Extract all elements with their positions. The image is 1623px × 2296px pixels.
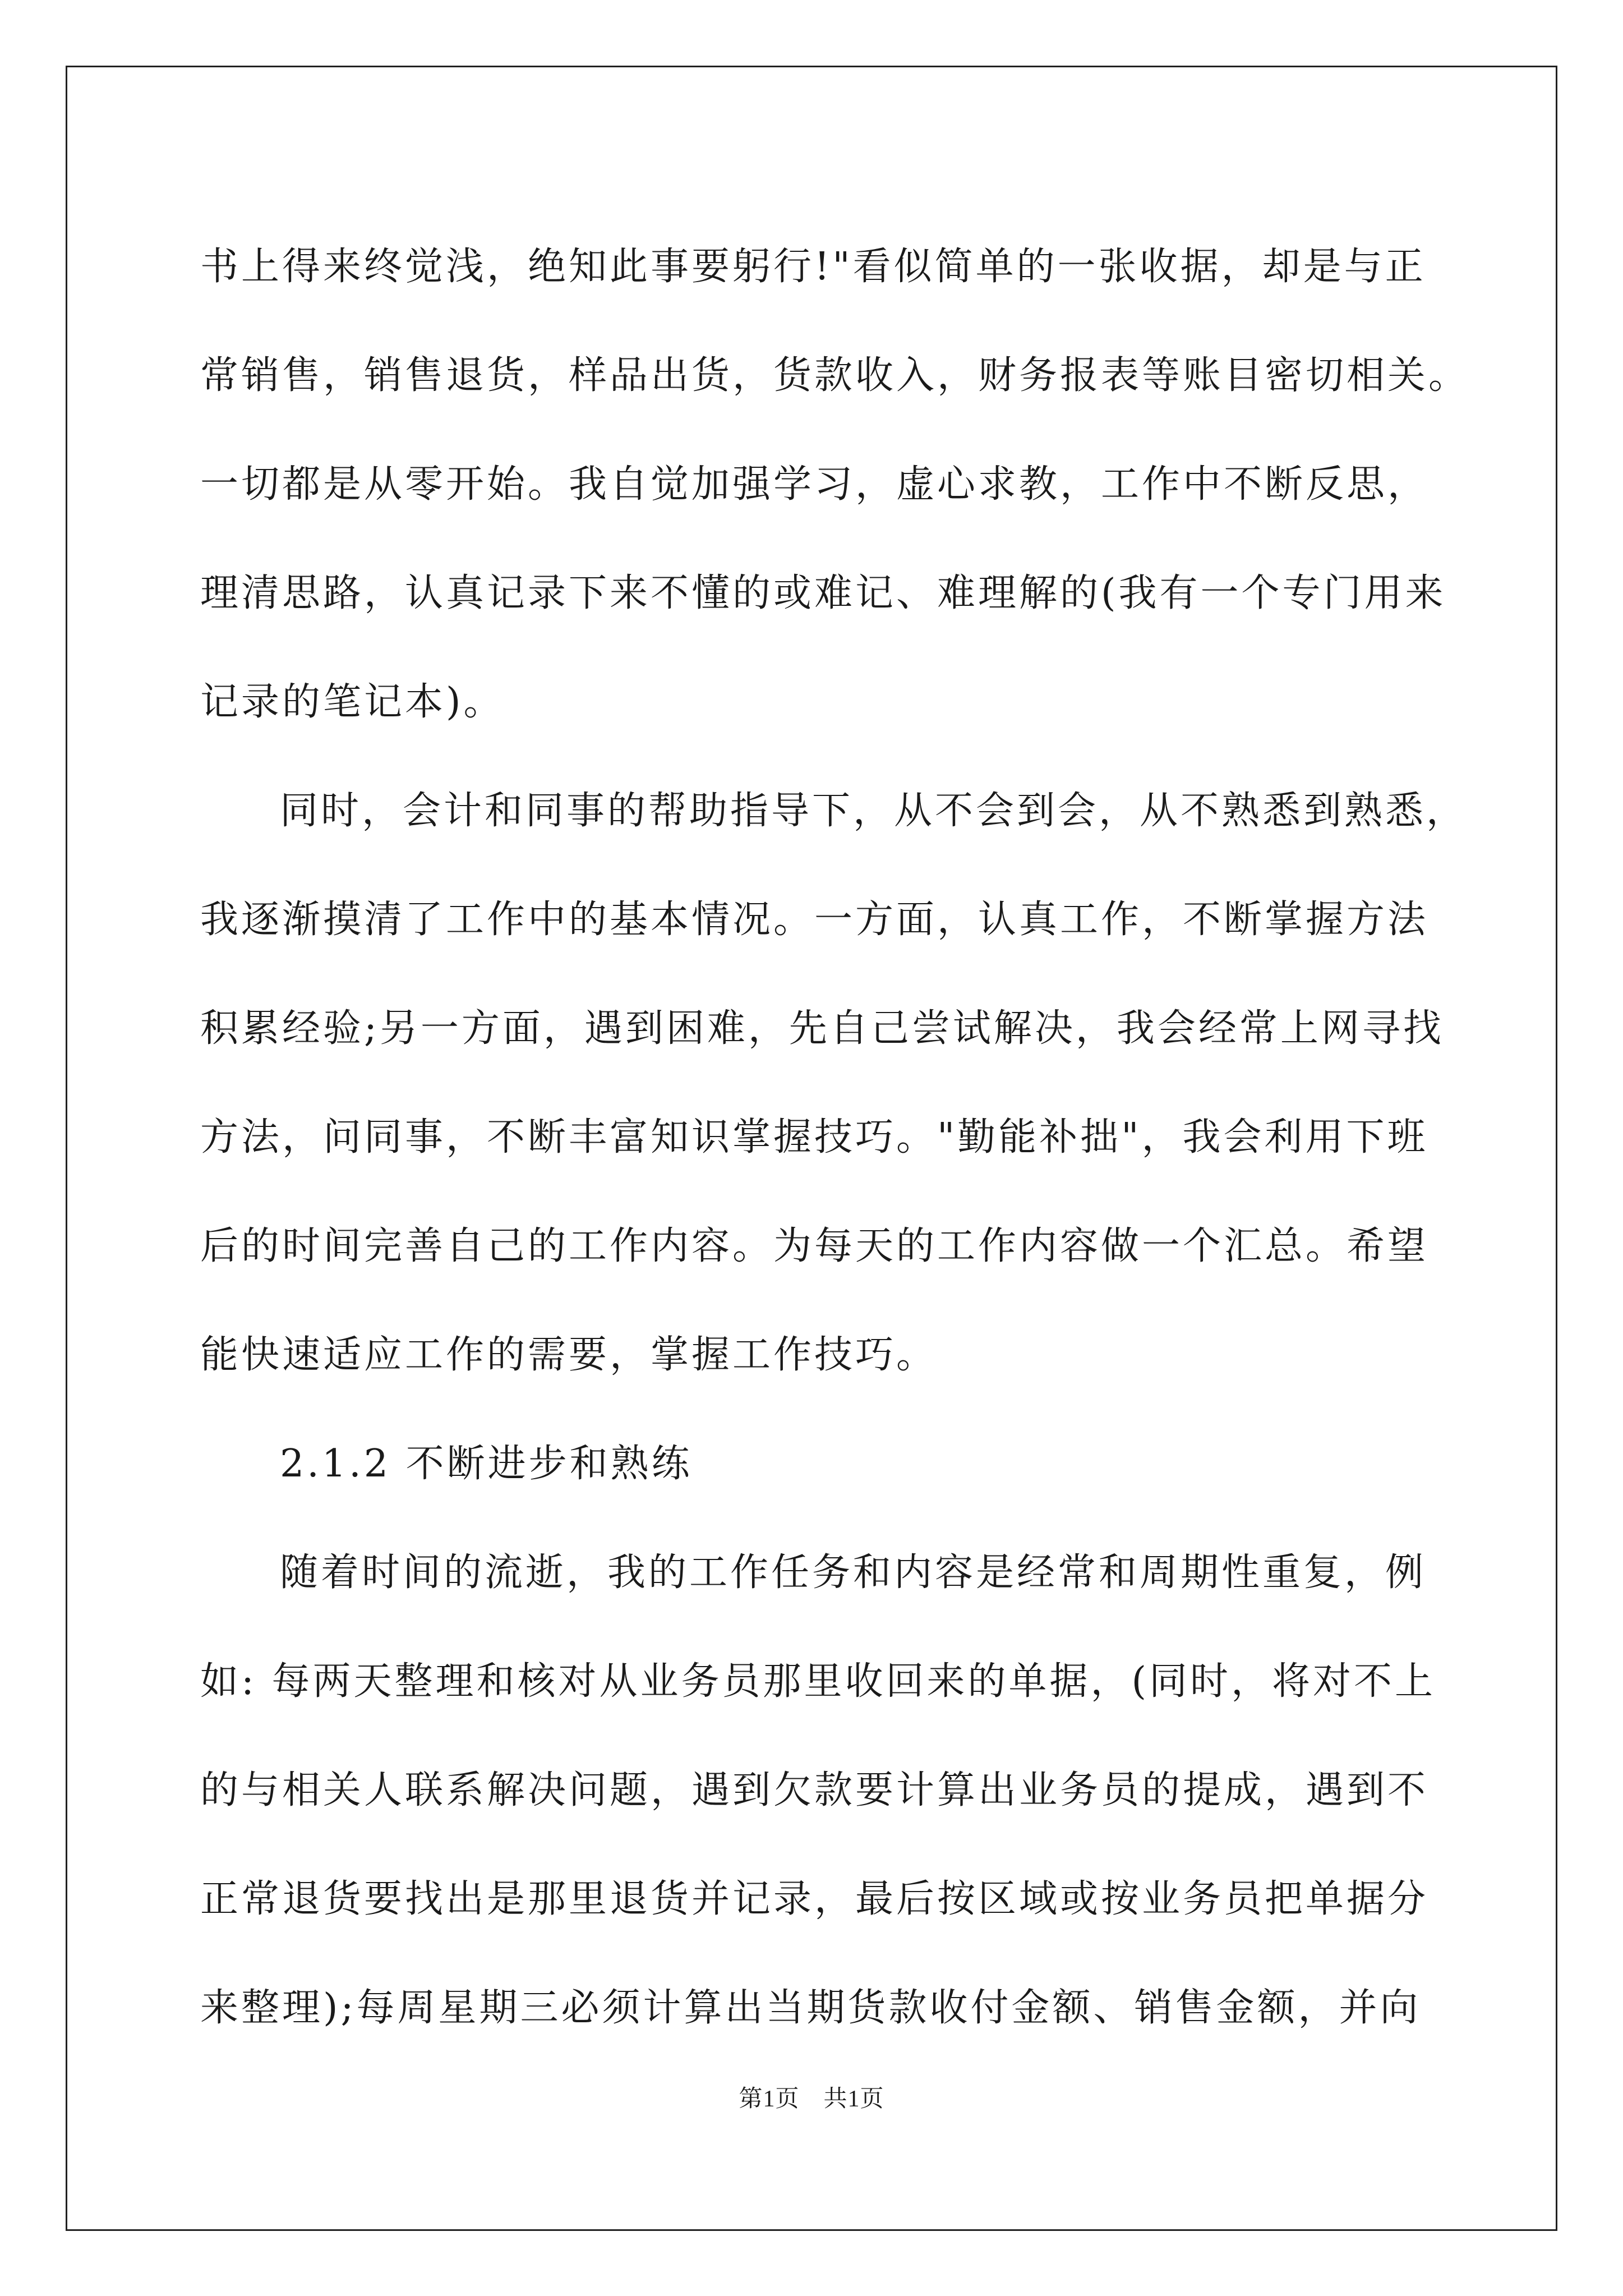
text-line: 来整理);每周星期三必须计算出当期货款收付金额、销售金额，并向 bbox=[200, 1985, 1421, 2030]
text-line: 能快速适应工作的需要，掌握工作技巧。 bbox=[200, 1332, 938, 1377]
text-line: 书上得来终觉浅，绝知此事要躬行!"看似简单的一张收据，却是与正 bbox=[200, 244, 1426, 289]
text-line: 记录的笔记本)。 bbox=[200, 679, 505, 724]
text-line: 常销售，销售退货，样品出货，货款收入，财务报表等账目密切相关。 bbox=[200, 353, 1470, 398]
section-heading: 2.1.2 不断进步和熟练 bbox=[280, 1441, 693, 1486]
paragraph-start-line: 同时，会计和同事的帮助指导下，从不会到会，从不熟悉到熟悉， bbox=[280, 788, 1468, 833]
text-line: 如: 每两天整理和核对从业务员那里收回来的单据，(同时，将对不上 bbox=[200, 1659, 1436, 1704]
paragraph-start-line: 随着时间的流逝，我的工作任务和内容是经常和周期性重复，例 bbox=[280, 1550, 1427, 1595]
text-line: 正常退货要找出是那里退货并记录，最后按区域或按业务员把单据分 bbox=[200, 1876, 1429, 1921]
text-line: 积累经验;另一方面，遇到困难，先自己尝试解决，我会经常上网寻找 bbox=[200, 1006, 1444, 1051]
text-line: 方法，问同事，不断丰富知识掌握技巧。"勤能补拙"，我会利用下班 bbox=[200, 1115, 1428, 1159]
text-line: 一切都是从零开始。我自觉加强学习，虚心求教，工作中不断反思， bbox=[200, 462, 1429, 507]
text-line: 理清思路，认真记录下来不懂的或难记、难理解的(我有一个专门用来 bbox=[200, 570, 1446, 615]
document-body bbox=[200, 209, 1470, 2059]
page-number-footer: 第1页 共1页 bbox=[739, 2086, 884, 2112]
text-line: 的与相关人联系解决问题，遇到欠款要计算出业务员的提成，遇到不 bbox=[200, 1768, 1429, 1812]
text-line: 后的时间完善自己的工作内容。为每天的工作内容做一个汇总。希望 bbox=[200, 1223, 1429, 1268]
text-line: 我逐渐摸清了工作中的基本情况。一方面，认真工作，不断掌握方法 bbox=[200, 897, 1429, 942]
